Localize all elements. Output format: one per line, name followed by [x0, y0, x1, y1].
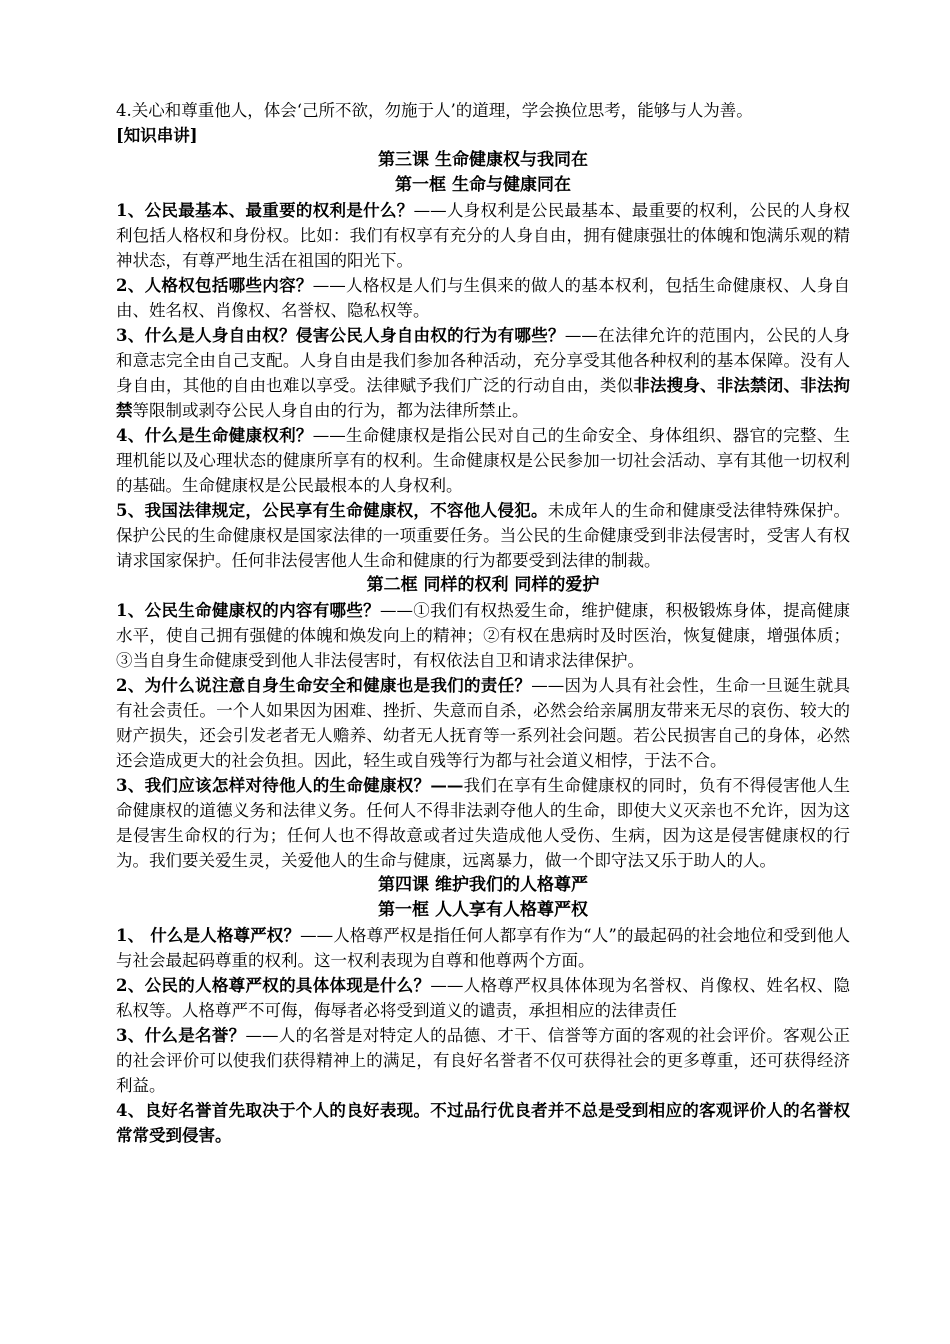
answer: ——在法律允许的范围内，公民的人身和意志完全由自己支配。人身自由是我们参加各种活动，充分享受其他各种权利的基本保障。没有人身自由，其他的自由也难以享受。法律赋予我们广泛的行动自由，类似 [116, 326, 851, 395]
question: 5、我国法律规定，公民享有生命健康权，不容他人侵犯。 [116, 501, 548, 520]
qa-item [116, 273, 850, 323]
answer: ——因为人具有社会性，生命一旦诞生就具有社会责任。一个人如果因为困难、挫折、失意而自杀，必然会给亲属朋友带来无尽的哀伤、较大的财产损失，还会引发老者无人赡养、幼者无人抚育等一系列社会问题。若公民损害自己的身体，必然还会造成更大的社会负担。因此，轻生或自残等行为都与社会道义相悖，于法不合。 [116, 676, 851, 770]
answer-tail: 等限制或剥夺公民人身自由的行为，都为法律所禁止。 [132, 401, 529, 420]
qa-item [116, 423, 850, 498]
qa-item [116, 498, 850, 573]
question: 3、什么是人身自由权？侵害公民人身自由权的行为有哪些？ [116, 326, 565, 345]
answer: ——人身权利是公民最基本、最重要的权利，公民的人身权利包括人格权和身份权。比如：我们有权享有充分的人身自由，拥有健康强壮的体魄和饱满乐观的精神状态，有尊严地生活在祖国的阳光下。 [116, 201, 851, 270]
answer: 未成年人的生命和健康受法律特殊保护。保护公民的生命健康权是国家法律的一项重要任务。当公民的生命健康受到非法侵害时，受害人有权请求国家保护。任何非法侵害他人生命和健康的行为都要受到法律的制裁。 [116, 501, 851, 570]
answer: ——生命健康权是指公民对自己的生命安全、身体组织、器官的完整、生理机能以及心理状态的健康所享有的权利。生命健康权是公民参加一切社会活动、享有其他一切权利的基础。生命健康权是公民最根本的人身权利。 [116, 426, 851, 495]
lesson3-title: 第三课 生命健康权与我同在 [378, 150, 588, 170]
lesson3-frame1-title: 第一框 生命与健康同在 [395, 175, 571, 195]
question: 1、 什么是人格尊严权？ [116, 926, 301, 945]
lesson3-frame2-title: 第二框 同样的权利 同样的爱护 [366, 575, 600, 595]
question: 3、我们应该怎样对待他人的生命健康权？—— [116, 776, 464, 795]
question: 4、什么是生命健康权利？ [116, 426, 313, 445]
question: 3、什么是名誉？ [116, 1026, 246, 1045]
qa-item [116, 323, 850, 423]
answer: ——人格尊严权是指任何人都享有作为“人”的最起码的社会地位和受到他人与社会最起码尊重的权利。这一权利表现为自尊和他尊两个方面。 [116, 926, 850, 970]
answer: ——人格权是人们与生俱来的做人的基本权利，包括生命健康权、人身自由、姓名权、肖像权、名誉权、隐私权等。 [116, 276, 851, 320]
question: 2、人格权包括哪些内容？ [116, 276, 313, 295]
answer: ——人的名誉是对特定人的品德、才干、信誉等方面的客观的社会评价。客观公正的社会评价可以使我们获得精神上的满足，有良好名誉者不仅可获得社会的更多尊重，还可获得经济利益。 [116, 1026, 851, 1095]
question: 1、公民最基本、最重要的权利是什么？ [116, 201, 414, 220]
qa-item [116, 773, 850, 873]
qa-item [116, 598, 850, 673]
question: 4、良好名誉首先取决于个人的良好表现。不过品行优良者并不总是受到相应的客观评价人的名誉权常常受到侵害。 [116, 1101, 850, 1145]
answer: 我们在享有生命健康权的同时，负有不得侵害他人生命健康权的道德义务和法律义务。任何人不得非法剥夺他人的生命，即使大义灭亲也不允许，因为这是侵害生命权的行为；任何人也不得故意或者过失造成他人受伤、生病，因为这是侵害健康权的行为。我们要关爱生灵，关爱他人的生命与健康，远离暴力，做一个即守法又乐于助人的人。 [116, 776, 851, 870]
qa-item [116, 923, 850, 973]
question: 2、为什么说注意自身生命安全和健康也是我们的责任？ [116, 676, 532, 695]
answer-emphasis: 非法搜身、非法禁闭、非法拘禁 [116, 376, 851, 420]
qa-item [116, 673, 850, 773]
lesson4-title: 第四课 维护我们的人格尊严 [378, 875, 588, 895]
qa-item [116, 973, 850, 1023]
document-page [116, 98, 850, 1148]
answer: ——①我们有权热爱生命，维护健康，积极锻炼身体，提高健康水平，使自己拥有强健的体魄和焕发向上的精神；②有权在患病时及时医治，恢复健康，增强体质；③当自身生命健康受到他人非法侵害时，有权依法自卫和请求法律保护。 [116, 601, 851, 670]
answer: ——人格尊严权具体体现为名誉权、肖像权、姓名权、隐私权等。人格尊严不可侮，侮辱者必将受到道义的谴责，承担相应的法律责任 [116, 976, 851, 1020]
section-label: [知识串讲] [116, 126, 198, 145]
objective-4: 4.关心和尊重他人，体会‘己所不欲，勿施于人’的道理，学会换位思考，能够与人为善。 [116, 101, 753, 120]
lesson4-frame1-title: 第一框 人人享有人格尊严权 [378, 900, 588, 920]
question: 1、公民生命健康权的内容有哪些？ [116, 601, 380, 620]
qa-item [116, 1098, 850, 1148]
qa-item [116, 198, 850, 273]
question: 2、公民的人格尊严权的具体体现是什么？ [116, 976, 431, 995]
qa-item [116, 1023, 850, 1098]
